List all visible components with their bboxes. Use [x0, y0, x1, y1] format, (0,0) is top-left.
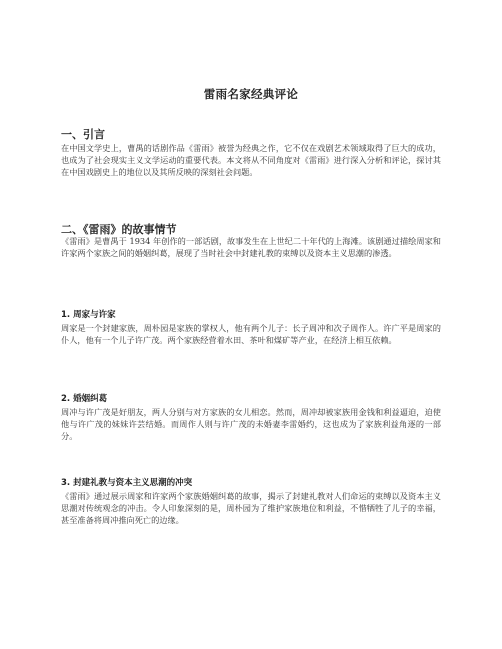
subsection-heading-marriage: 2. 婚姻纠葛 [61, 394, 108, 404]
subsection-heading-families: 1. 周家与许家 [61, 310, 116, 320]
section-paragraph-introduction: 在中国文学史上，曹禺的话剧作品《雷雨》被誉为经典之作，它不仅在戏剧艺术领域取得了巨大的成功，也成为了社会现实主义文学运动的重要代表。本文将从不同角度对《雷雨》进行深入分析和评论，探讨其在中国戏剧史上的地位以及其所反映的深刻社会问题。 [61, 143, 441, 177]
section-heading-plot: 二、《雷雨》的故事情节 [61, 223, 177, 236]
section-heading-introduction: 一、引言 [61, 128, 105, 141]
document-title: 雷雨名家经典评论 [203, 87, 299, 101]
subsection-paragraph-marriage: 周冲与许广茂是好朋友，两人分别与对方家族的女儿相恋。然而，周冲却被家族用金钱和利益逼迫，迫使他与许广茂的妹妹许芸结婚。而周作人则与许广茂的未婚妻李雷婚约，这也成为了家族利益角逐的一部分。 [61, 407, 441, 441]
subsection-heading-conflict: 3. 封建礼教与资本主义思潮的冲突 [61, 478, 193, 488]
subsection-paragraph-conflict: 《雷雨》通过展示周家和许家两个家族婚姻纠葛的故事，揭示了封建礼教对人们命运的束缚以及资本主义思潮对传统观念的冲击。令人印象深刻的是，周朴园为了维护家族地位和利益，不惜牺牲了儿子的幸福，甚至准备将周冲推向死亡的边缘。 [61, 491, 441, 525]
subsection-paragraph-families: 周家是一个封建家族，周朴园是家族的掌权人，他有两个儿子：长子周冲和次子周作人。许广平是周家的仆人，他有一个儿子许广茂。两个家族经营着水田、茶叶和煤矿等产业，在经济上相互依赖。 [61, 323, 441, 345]
section-paragraph-plot: 《雷雨》是曹禺于 1934 年创作的一部话剧，故事发生在上世纪二十年代的上海滩。该剧通过描绘周家和许家两个家族之间的婚姻纠葛，展现了当时社会中封建礼教的束缚以及资本主义思潮的渗透。 [61, 236, 441, 258]
